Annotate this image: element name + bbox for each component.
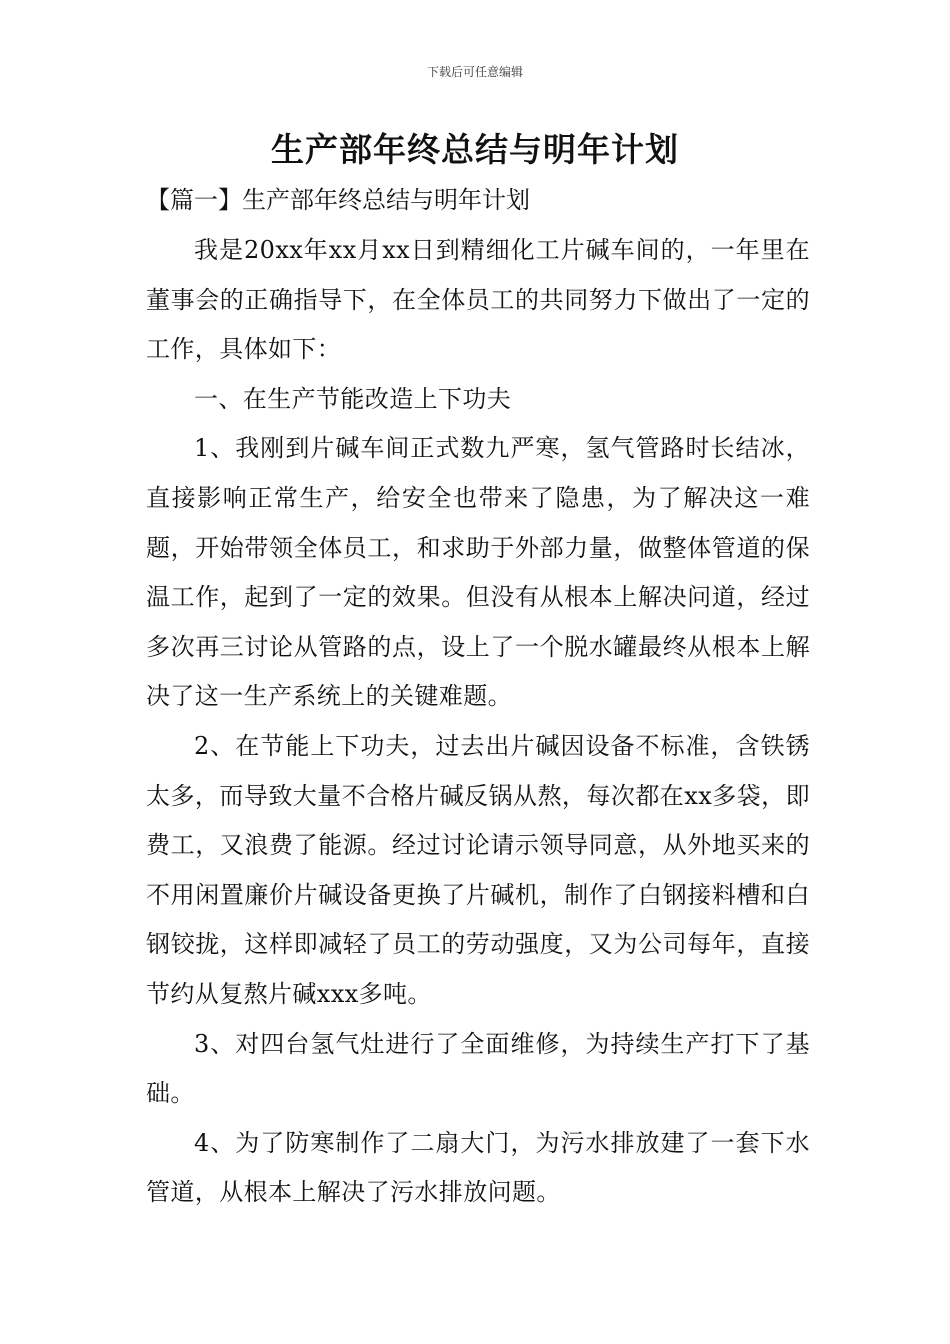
paragraph-item-2: 2、在节能上下功夫，过去出片碱因设备不标准，含铁锈太多，而导致大量不合格片碱反锅从熬，每次都在xx多袋，即费工，又浪费了能源。经过讨论请示领导同意，从外地买来的不用闲置廉价片碱设备更换了片碱机，制作了白钢接料槽和白钢铰拢，这样即减轻了员工的劳动强度，又为公司每年，直接节约从复熬片碱xxx多吨。 bbox=[146, 731, 810, 1008]
document-title: 生产部年终总结与明年计划 bbox=[271, 130, 679, 169]
section-heading: 【篇一】生产部年终总结与明年计划 bbox=[146, 186, 530, 214]
paragraph-subheading: 一、在生产节能改造上下功夫 bbox=[194, 384, 512, 413]
paragraph-intro: 我是20xx年xx月xx日到精细化工片碱车间的，一年里在董事会的正确指导下，在全体员工的共同努力下做出了一定的工作，具体如下： bbox=[146, 236, 810, 364]
paragraph-item-1: 1、我刚到片碱车间正式数九严寒，氢气管路时长结冰，直接影响正常生产，给安全也带来了隐患，为了解决这一难题，开始带领全体员工，和求助于外部力量，做整体管道的保温工作，起到了一定的效果。但没有从根本上解决问道，经过多次再三讨论从管路的点，设上了一个脱水罐最终从根本上解决了这一生产系统上的关键难题。 bbox=[146, 434, 810, 711]
paragraph-item-3: 3、对四台氢气灶进行了全面维修，为持续生产打下了基础。 bbox=[146, 1029, 810, 1108]
header-note: 下载后可任意编辑 bbox=[426, 65, 523, 79]
document-body bbox=[146, 226, 810, 1218]
paragraph-item-4: 4、为了防寒制作了二扇大门，为污水排放建了一套下水管道，从根本上解决了污水排放问题。 bbox=[146, 1128, 810, 1207]
